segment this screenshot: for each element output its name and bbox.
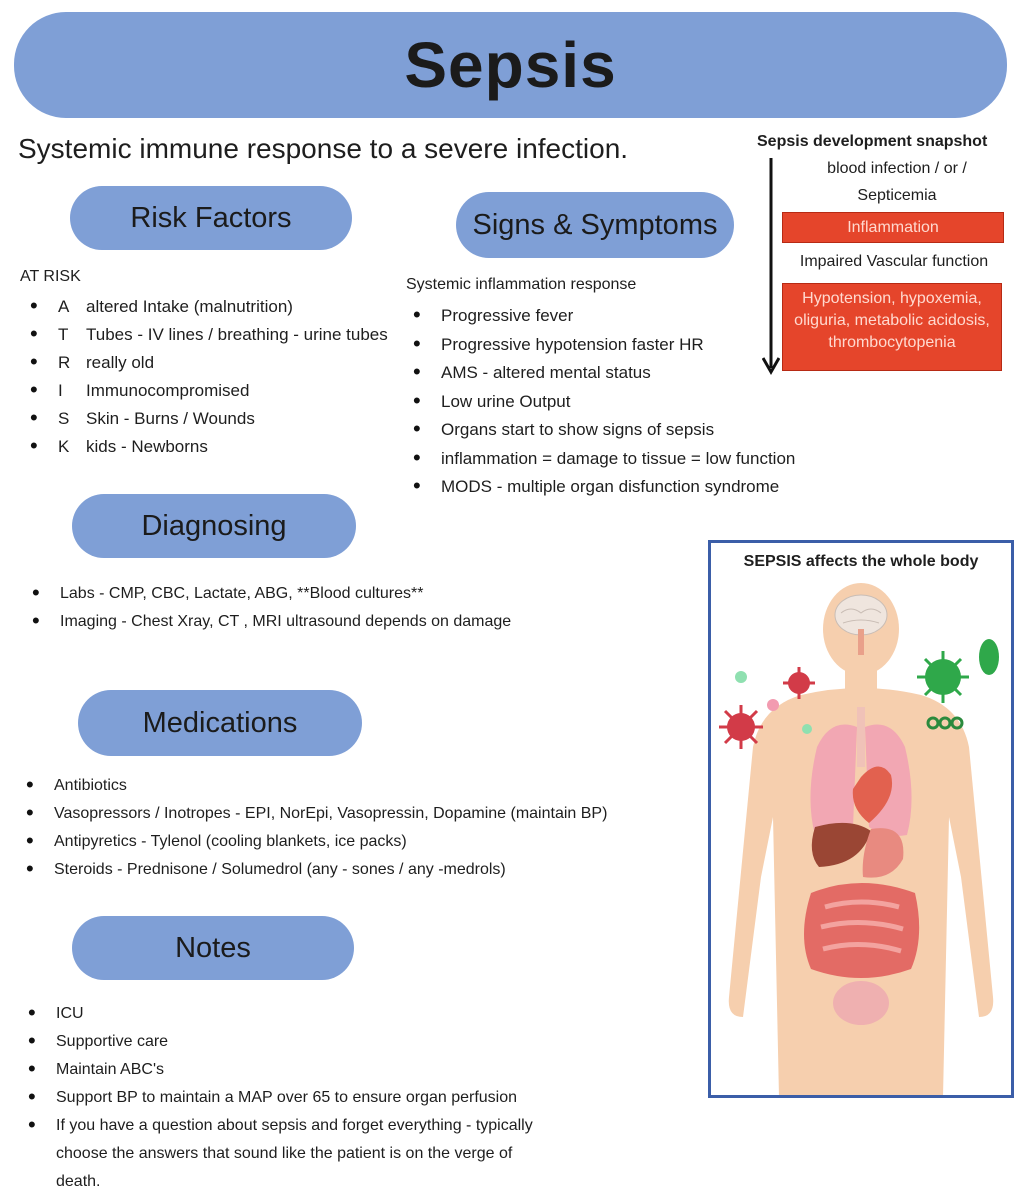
diagnosing-list bbox=[60, 580, 511, 636]
signs-symptoms-list bbox=[441, 302, 795, 502]
list-item bbox=[58, 377, 388, 405]
list-item: • Labs - CMP, CBC, Lactate, ABG, **Blood cultures** bbox=[60, 580, 511, 608]
complication-line: Hypotension, hypoxemia, bbox=[802, 290, 982, 307]
snapshot-step-impaired-vascular: Impaired Vascular function bbox=[799, 253, 989, 270]
list-item: • Imaging - Chest Xray, CT , MRI ultrasound depends on damage bbox=[60, 608, 511, 636]
list-item: • Antipyretics - Tylenol (cooling blankets, ice packs) bbox=[54, 828, 607, 856]
mnemonic-letter: A bbox=[58, 297, 70, 316]
risk-factors-list bbox=[58, 293, 388, 461]
list-item-line: death. bbox=[56, 1173, 101, 1190]
risk-factors-heading: Risk Factors bbox=[130, 201, 292, 234]
list-item: • inflammation = damage to tissue = low function bbox=[441, 445, 795, 474]
list-item-line: choose the answers that sound like the patient is on the verge of bbox=[56, 1145, 513, 1162]
mnemonic-letter: R bbox=[58, 353, 71, 372]
list-item bbox=[56, 1112, 533, 1196]
human-body-organs-icon bbox=[711, 577, 1011, 1095]
list-item-text: Immunocompromised bbox=[86, 381, 250, 400]
signs-symptoms-intro: Systemic inflammation response bbox=[406, 276, 637, 293]
list-item-text: really old bbox=[86, 353, 155, 372]
body-figure-title: SEPSIS affects the whole body bbox=[743, 553, 979, 570]
snapshot-step-blood-infection: blood infection / or / bbox=[827, 160, 967, 177]
mnemonic-letter: I bbox=[58, 381, 63, 400]
list-item: • ICU bbox=[56, 1000, 533, 1028]
list-item: • Low urine Output bbox=[441, 388, 795, 417]
medications-list bbox=[54, 772, 607, 884]
snapshot-title: Sepsis development snapshot bbox=[757, 133, 988, 150]
list-item bbox=[58, 405, 388, 433]
snapshot-step-complications bbox=[782, 283, 1002, 371]
list-item: • Steroids - Prednisone / Solumedrol (any - sones / any -medrols) bbox=[54, 856, 607, 884]
list-item bbox=[58, 433, 388, 461]
list-item-text: altered Intake (malnutrition) bbox=[86, 297, 293, 316]
mnemonic-letter: S bbox=[58, 409, 70, 428]
list-item: • Supportive care bbox=[56, 1028, 533, 1056]
list-item: • Antibiotics bbox=[54, 772, 607, 800]
signs-symptoms-heading: Signs & Symptoms bbox=[472, 208, 718, 241]
complication-line: thrombocytopenia bbox=[828, 334, 956, 351]
snapshot-step-septicemia: Septicemia bbox=[857, 187, 937, 204]
page-title: Sepsis bbox=[404, 29, 617, 101]
notes-heading: Notes bbox=[175, 931, 251, 964]
list-item: • AMS - altered mental status bbox=[441, 359, 795, 388]
page-subtitle: Systemic immune response to a severe infection. bbox=[18, 133, 629, 164]
list-item-text: Skin - Burns / Wounds bbox=[86, 409, 255, 428]
mnemonic-letter: T bbox=[58, 325, 69, 344]
list-item: • Maintain ABC's bbox=[56, 1056, 533, 1084]
risk-factors-intro: AT RISK bbox=[20, 268, 81, 285]
medications-heading-pill bbox=[78, 690, 362, 756]
list-item bbox=[58, 321, 388, 349]
medications-heading: Medications bbox=[142, 706, 298, 739]
list-item-text: Tubes - IV lines / breathing - urine tubes bbox=[86, 325, 388, 344]
snapshot-step-inflammation: Inflammation bbox=[782, 212, 1004, 243]
list-item: • MODS - multiple organ disfunction syndrome bbox=[441, 473, 795, 502]
list-item: • Progressive hypotension faster HR bbox=[441, 331, 795, 360]
signs-symptoms-heading-pill bbox=[456, 192, 734, 258]
notes-heading-pill bbox=[72, 916, 354, 980]
list-item-line: • If you have a question about sepsis and forget everything - typically bbox=[56, 1117, 533, 1134]
risk-factors-heading-pill bbox=[70, 186, 352, 250]
complication-line: oliguria, metabolic acidosis, bbox=[794, 312, 990, 329]
list-item: • Vasopressors / Inotropes - EPI, NorEpi, Vasopressin, Dopamine (maintain BP) bbox=[54, 800, 607, 828]
list-item: • Progressive fever bbox=[441, 302, 795, 331]
notes-list bbox=[56, 1000, 533, 1196]
list-item: • Organs start to show signs of sepsis bbox=[441, 416, 795, 445]
list-item: • Support BP to maintain a MAP over 65 to ensure organ perfusion bbox=[56, 1084, 533, 1112]
diagnosing-heading-pill bbox=[72, 494, 356, 558]
mnemonic-letter: K bbox=[58, 437, 70, 456]
diagnosing-heading: Diagnosing bbox=[141, 509, 287, 542]
list-item-text: kids - Newborns bbox=[86, 437, 208, 456]
list-item bbox=[58, 293, 388, 321]
list-item bbox=[58, 349, 388, 377]
title-banner bbox=[14, 12, 1007, 118]
body-figure-box bbox=[708, 540, 1014, 1098]
